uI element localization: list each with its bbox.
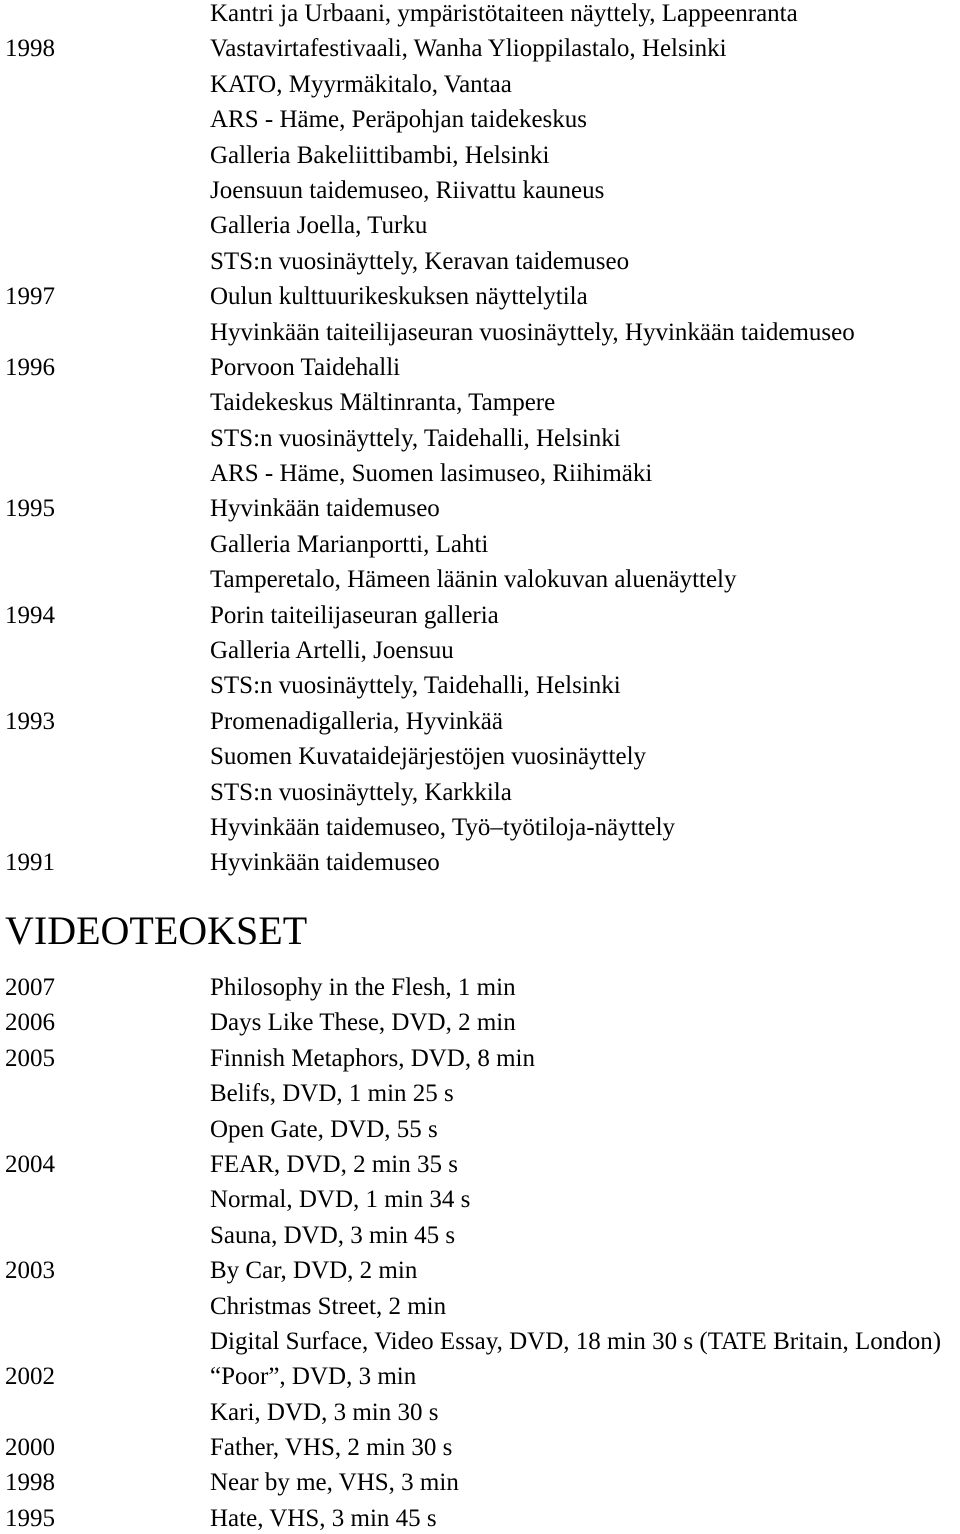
video-title: Days Like These, DVD, 2 min xyxy=(210,1009,516,1037)
exhibition-title: Porin taiteilijaseuran galleria xyxy=(210,601,499,629)
exhibition-title: ARS - Häme, Suomen lasimuseo, Riihimäki xyxy=(210,460,653,488)
exhibition-row xyxy=(0,355,960,381)
exhibition-title: Hyvinkään taidemuseo xyxy=(210,495,440,523)
videoworks-list xyxy=(0,975,960,1532)
video-title: Kari, DVD, 3 min 30 s xyxy=(210,1398,439,1426)
exhibition-title: Hyvinkään taidemuseo xyxy=(210,849,440,877)
video-year: 2005 xyxy=(5,1044,55,1072)
exhibition-row xyxy=(0,850,960,876)
exhibition-row xyxy=(0,780,960,806)
exhibition-title: STS:n vuosinäyttely, Karkkila xyxy=(210,778,512,806)
video-title: Belifs, DVD, 1 min 25 s xyxy=(210,1080,454,1108)
video-row xyxy=(0,1152,960,1178)
exhibition-title: STS:n vuosinäyttely, Taidehalli, Helsinki xyxy=(210,672,621,700)
video-row xyxy=(0,1400,960,1426)
exhibition-row xyxy=(0,709,960,735)
video-row xyxy=(0,1329,960,1355)
video-row xyxy=(0,975,960,1001)
video-year: 2000 xyxy=(5,1434,55,1462)
exhibitions-list xyxy=(0,1,960,876)
video-title: FEAR, DVD, 2 min 35 s xyxy=(210,1150,458,1178)
exhibition-title: Galleria Marianportti, Lahti xyxy=(210,530,489,558)
exhibition-row xyxy=(0,213,960,239)
exhibition-row xyxy=(0,36,960,62)
exhibition-title: Galleria Joella, Turku xyxy=(210,212,428,240)
video-row xyxy=(0,1046,960,1072)
exhibition-row xyxy=(0,143,960,169)
exhibition-row xyxy=(0,638,960,664)
exhibition-title: Promenadigalleria, Hyvinkää xyxy=(210,707,503,735)
exhibition-row xyxy=(0,532,960,558)
exhibition-row xyxy=(0,249,960,275)
video-title: Christmas Street, 2 min xyxy=(210,1292,447,1320)
exhibition-row xyxy=(0,426,960,452)
video-title: Digital Surface, Video Essay, DVD, 18 min 30 s (TATE Britain, London) xyxy=(210,1327,942,1355)
video-row xyxy=(0,1470,960,1496)
exhibition-row xyxy=(0,567,960,593)
video-row xyxy=(0,1435,960,1461)
video-row xyxy=(0,1223,960,1249)
exhibition-year: 1995 xyxy=(5,495,55,523)
exhibition-year: 1996 xyxy=(5,353,55,381)
exhibition-row xyxy=(0,320,960,346)
video-year: 2003 xyxy=(5,1257,55,1285)
exhibition-year: 1997 xyxy=(5,283,55,311)
exhibition-row xyxy=(0,496,960,522)
exhibition-title: Galleria Artelli, Joensuu xyxy=(210,637,454,665)
video-title: Sauna, DVD, 3 min 45 s xyxy=(210,1221,456,1249)
exhibition-title: STS:n vuosinäyttely, Keravan taidemuseo xyxy=(210,247,630,275)
exhibition-title: Hyvinkään taiteilijaseuran vuosinäyttely, Hyvinkään taidemuseo xyxy=(210,318,855,346)
video-title: Father, VHS, 2 min 30 s xyxy=(210,1434,453,1462)
video-year: 2004 xyxy=(5,1150,55,1178)
exhibition-year: 1998 xyxy=(5,35,55,63)
video-row xyxy=(0,1294,960,1320)
video-title: “Poor”, DVD, 3 min xyxy=(210,1363,417,1391)
exhibition-row xyxy=(0,178,960,204)
video-title: Finnish Metaphors, DVD, 8 min xyxy=(210,1044,535,1072)
exhibition-title: Vastavirtafestivaali, Wanha Ylioppilastalo, Helsinki xyxy=(210,35,727,63)
exhibition-title: STS:n vuosinäyttely, Taidehalli, Helsinki xyxy=(210,424,621,452)
exhibition-row xyxy=(0,1,960,27)
exhibition-year: 1991 xyxy=(5,849,55,877)
video-title: Hate, VHS, 3 min 45 s xyxy=(210,1504,437,1532)
video-row xyxy=(0,1187,960,1213)
exhibition-title: Joensuun taidemuseo, Riivattu kauneus xyxy=(210,176,605,204)
video-row xyxy=(0,1258,960,1284)
exhibition-title: KATO, Myyrmäkitalo, Vantaa xyxy=(210,70,512,98)
exhibition-year: 1994 xyxy=(5,601,55,629)
video-title: Normal, DVD, 1 min 34 s xyxy=(210,1186,471,1214)
exhibition-row xyxy=(0,744,960,770)
video-row xyxy=(0,1081,960,1107)
video-row xyxy=(0,1010,960,1036)
section-heading: VIDEOTEOKSET xyxy=(5,908,308,953)
video-title: Open Gate, DVD, 55 s xyxy=(210,1115,438,1143)
video-row xyxy=(0,1364,960,1390)
exhibition-row xyxy=(0,390,960,416)
exhibition-row xyxy=(0,72,960,98)
video-title: Philosophy in the Flesh, 1 min xyxy=(210,974,516,1001)
exhibition-row xyxy=(0,461,960,487)
exhibition-row xyxy=(0,815,960,841)
exhibition-title: ARS - Häme, Peräpohjan taidekeskus xyxy=(210,106,588,134)
exhibition-title: Tamperetalo, Hämeen läänin valokuvan aluenäyttely xyxy=(210,566,737,594)
video-year: 2007 xyxy=(5,974,55,1001)
video-title: By Car, DVD, 2 min xyxy=(210,1257,418,1285)
exhibition-row xyxy=(0,107,960,133)
exhibition-title: Porvoon Taidehalli xyxy=(210,353,401,381)
video-row xyxy=(0,1117,960,1143)
video-year: 1995 xyxy=(5,1504,55,1532)
exhibition-title: Oulun kulttuurikeskuksen näyttelytila xyxy=(210,283,588,311)
exhibition-title: Taidekeskus Mältinranta, Tampere xyxy=(210,389,556,417)
video-year: 1998 xyxy=(5,1469,55,1497)
exhibition-row xyxy=(0,673,960,699)
exhibition-title: Galleria Bakeliittibambi, Helsinki xyxy=(210,141,550,169)
video-year: 2006 xyxy=(5,1009,55,1037)
exhibition-title: Suomen Kuvataidejärjestöjen vuosinäyttely xyxy=(210,743,647,771)
exhibition-title: Hyvinkään taidemuseo, Työ–työtiloja-näyttely xyxy=(210,813,676,841)
video-year: 2002 xyxy=(5,1363,55,1391)
exhibition-row xyxy=(0,603,960,629)
exhibition-title: Kantri ja Urbaani, ympäristötaiteen näyttely, Lappeenranta xyxy=(210,0,798,27)
exhibition-row xyxy=(0,284,960,310)
video-title: Near by me, VHS, 3 min xyxy=(210,1469,459,1497)
exhibition-year: 1993 xyxy=(5,707,55,735)
video-row xyxy=(0,1506,960,1532)
